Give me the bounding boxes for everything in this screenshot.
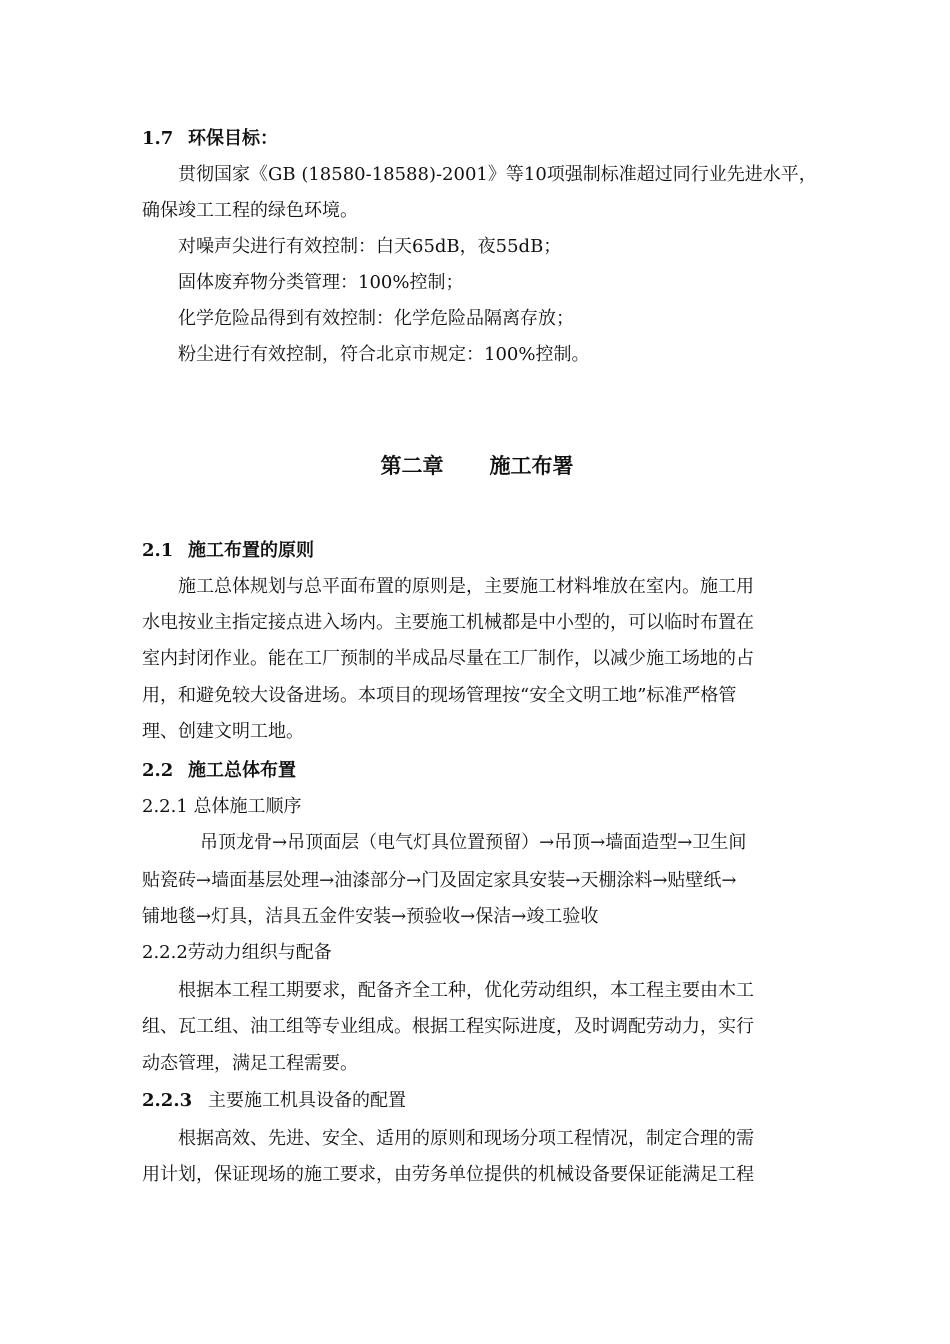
section-number: 2.2.3 (142, 1090, 193, 1111)
section-title: 施工布置的原则 (188, 540, 314, 561)
section-2-1-heading (142, 539, 314, 563)
section-title: 施工总体布置 (188, 760, 296, 781)
section-number: 1.7 (142, 128, 174, 149)
chapter-title (142, 452, 812, 480)
chapter-name: 施工布署 (489, 453, 574, 478)
paragraph-line: 室内封闭作业。能在工厂预制的半成品尽量在工厂制作，以减少施工场地的占 (142, 648, 754, 669)
paragraph-line: 理、创建文明工地。 (142, 721, 304, 742)
paragraph-line: 用，和避免较大设备进场。本项目的现场管理按“安全文明工地”标准严格管 (142, 685, 737, 706)
section-1-7-heading (142, 127, 278, 151)
paragraph-line: 施工总体规划与总平面布置的原则是，主要施工材料堆放在室内。施工用 (178, 576, 754, 597)
paragraph-line: 固体废弃物分类管理：100%控制； (178, 272, 464, 293)
paragraph-line: 粉尘进行有效控制，符合北京市规定：100%控制。 (178, 344, 590, 365)
section-number: 2.2 (142, 760, 174, 781)
section-title: 环保目标： (188, 128, 278, 149)
paragraph-line: 铺地毯→灯具，洁具五金件安装→预验收→保洁→竣工验收 (142, 906, 599, 927)
paragraph-line: 水电按业主指定接点进入场内。主要施工机械都是中小型的，可以临时布置在 (142, 612, 754, 633)
section-2-2-3-heading (142, 1089, 406, 1113)
paragraph-line: 用计划，保证现场的施工要求，由劳务单位提供的机械设备要保证能满足工程 (142, 1164, 754, 1185)
paragraph-line: 组、瓦工组、油工组等专业组成。根据工程实际进度，及时调配劳动力，实行 (142, 1016, 754, 1037)
paragraph-line: 化学危险品得到有效控制：化学危险品隔离存放； (178, 308, 574, 329)
paragraph-line: 对噪声尖进行有效控制：白天65dB，夜55dB； (178, 236, 562, 257)
paragraph-line: 根据高效、先进、安全、适用的原则和现场分项工程情况，制定合理的需 (178, 1128, 754, 1149)
chapter-label: 第二章 (380, 453, 444, 478)
section-title: 主要施工机具设备的配置 (208, 1090, 406, 1111)
paragraph-line: 贴瓷砖→墙面基层处理→油漆部分→门及固定家具安装→天棚涂料→贴壁纸→ (142, 870, 737, 891)
section-2-2-1-heading: 2.2.1 总体施工顺序 (142, 796, 302, 817)
paragraph-line: 根据本工程工期要求，配备齐全工种，优化劳动组织，本工程主要由木工 (178, 980, 754, 1001)
paragraph-line: 吊顶龙骨→吊顶面层（电气灯具位置预留）→吊顶→墙面造型→卫生间 (200, 832, 747, 853)
paragraph-line: 动态管理，满足工程需要。 (142, 1053, 358, 1074)
paragraph-line: 确保竣工工程的绿色环境。 (142, 200, 358, 221)
paragraph-line: 贯彻国家《GB (18580-18588)-2001》等10项强制标准超过同行业先进水平， (178, 164, 817, 185)
section-2-2-heading (142, 759, 296, 783)
section-2-2-2-heading: 2.2.2劳动力组织与配备 (142, 942, 332, 963)
section-number: 2.1 (142, 540, 174, 561)
